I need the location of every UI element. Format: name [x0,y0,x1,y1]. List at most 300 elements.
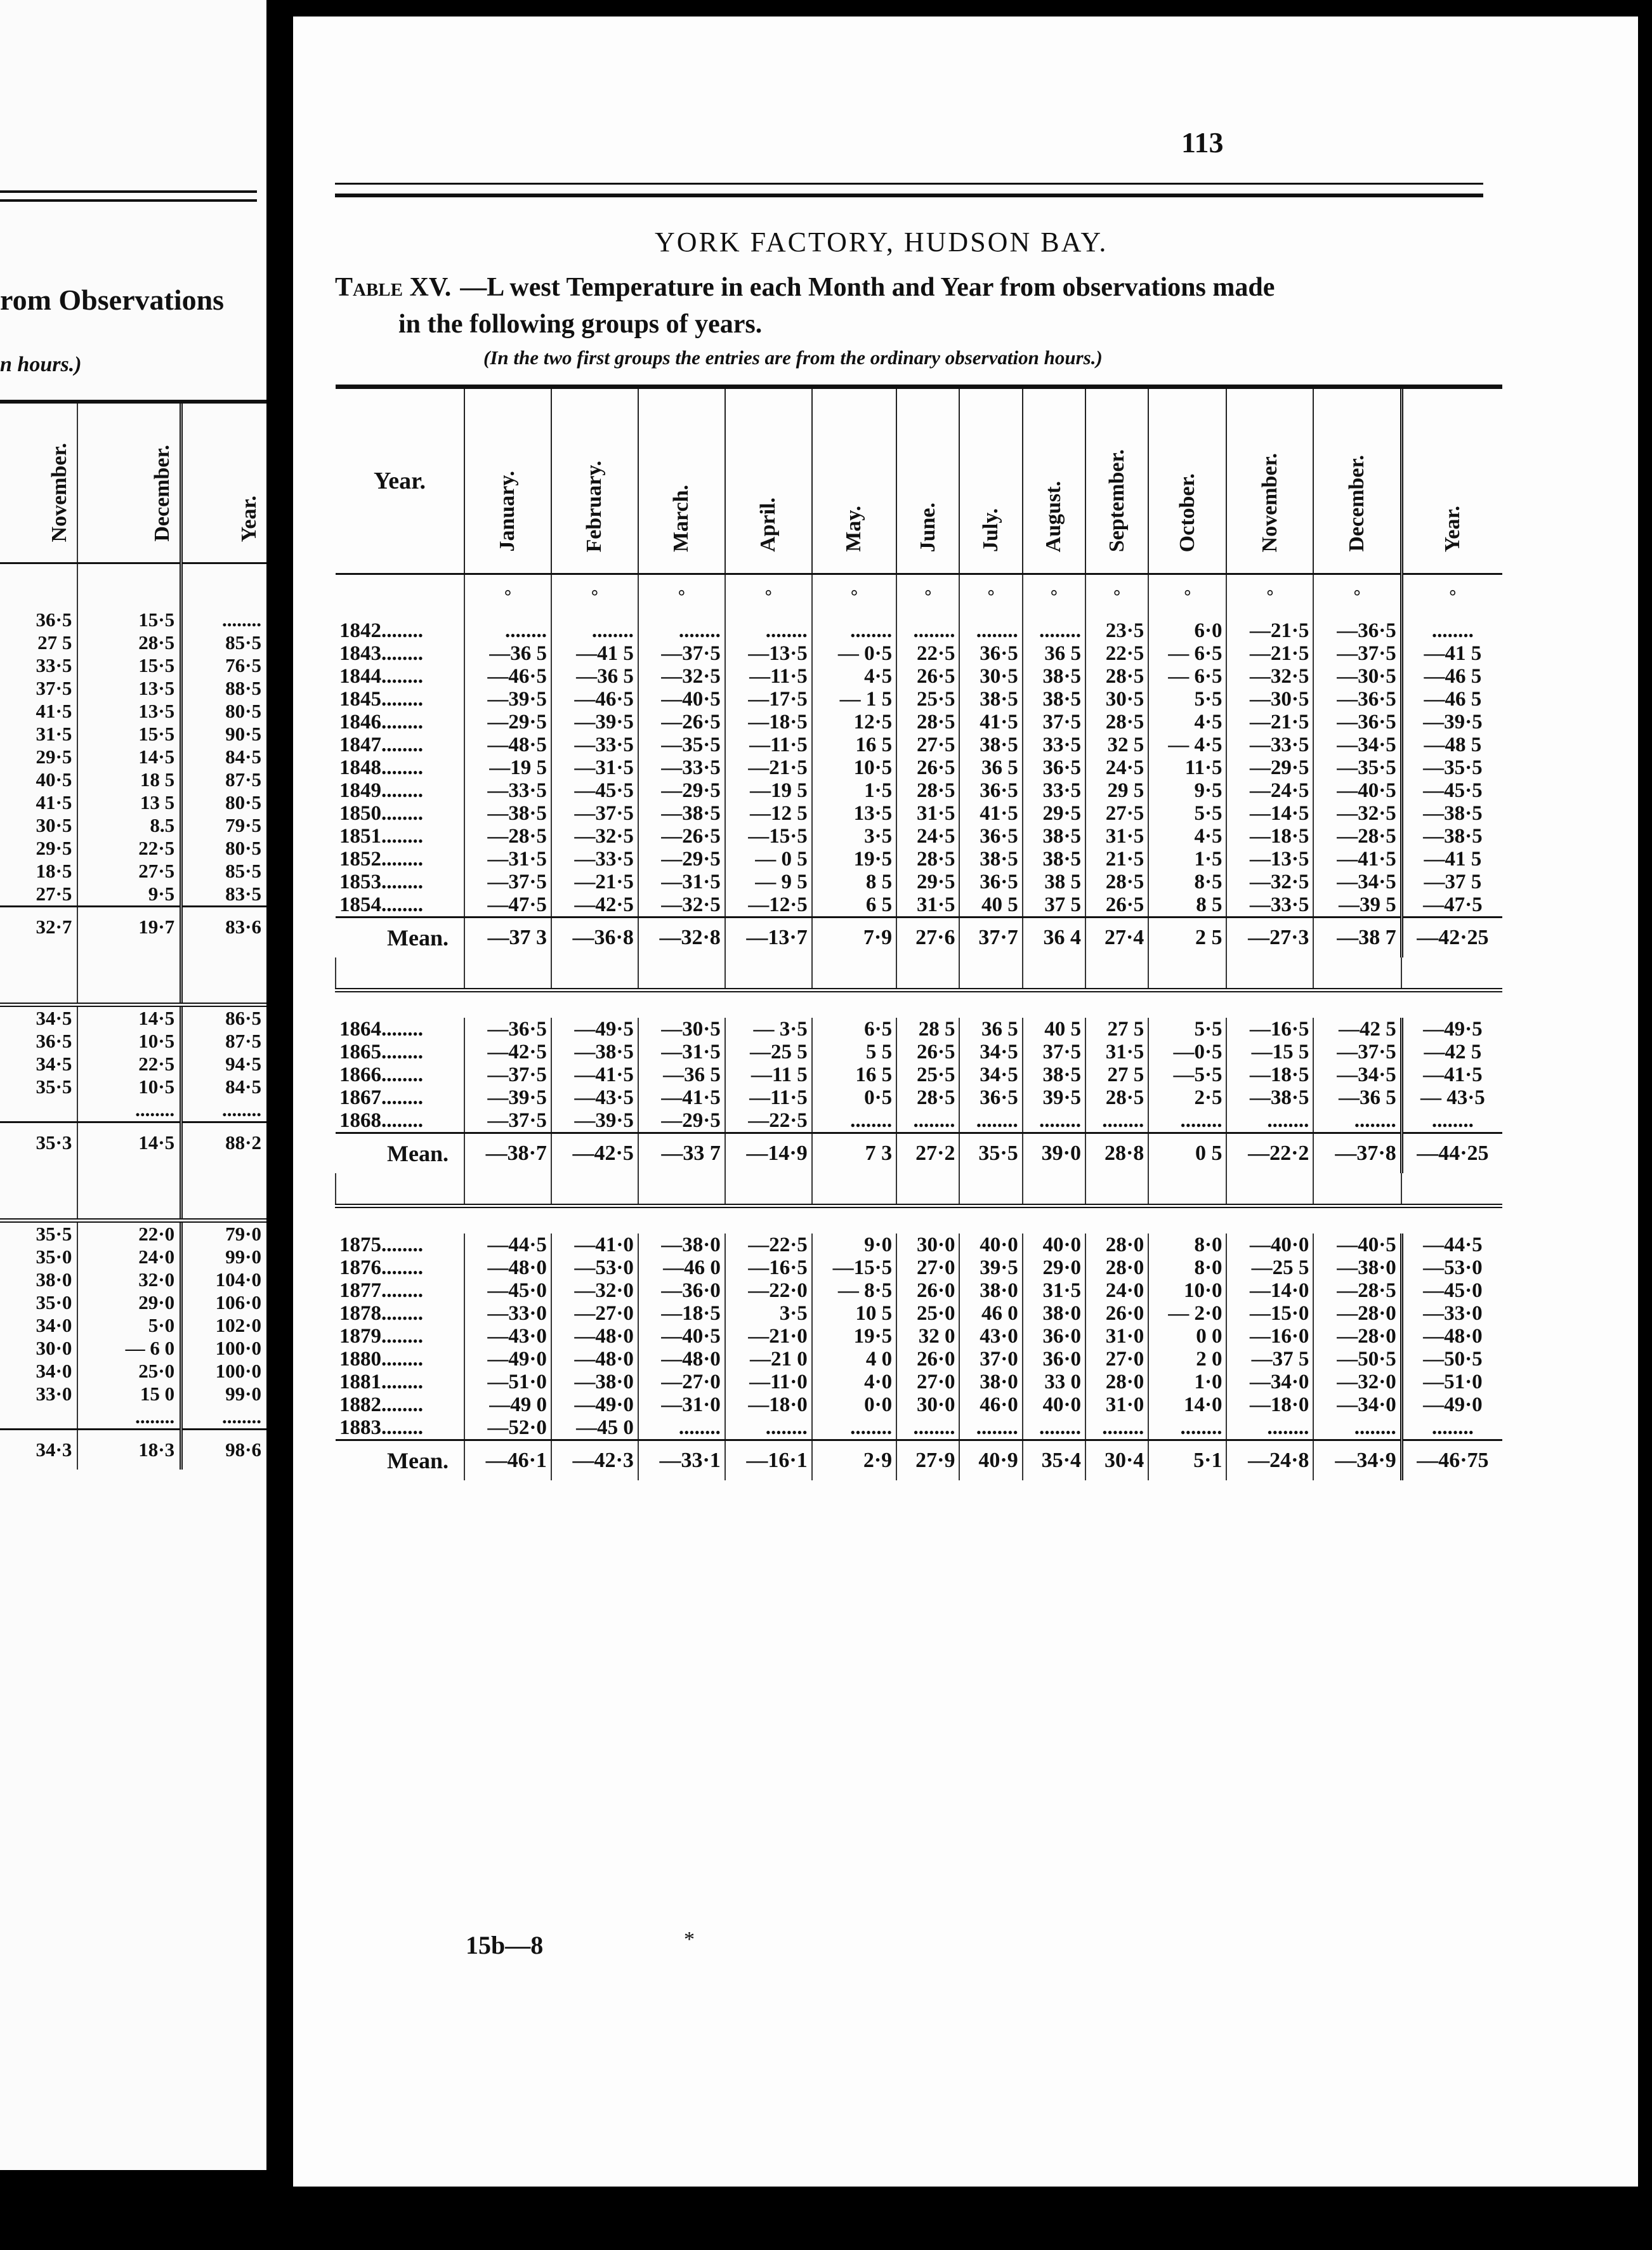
table-row [336,1109,1502,1133]
table-note: (In the two first groups the entries are from the ordinary observation hours.) [483,346,1103,369]
mean-annual: —42·25 [1401,918,1502,958]
month-value: —36·5 [1313,711,1401,734]
left-mean-cell: 19·7 [77,907,181,947]
left-table-row [0,1291,266,1314]
month-value: —21·5 [1226,711,1313,734]
left-cell: 15·5 [77,609,181,631]
header-month: May. [812,387,896,574]
month-value: 19·5 [812,1325,896,1348]
separator-cell [725,1173,812,1206]
month-value: 2 0 [1148,1348,1226,1371]
left-table-row [0,883,266,907]
month-value: —38·0 [638,1234,725,1256]
month-value: —36 5 [551,665,638,688]
month-value: —0·5 [1148,1041,1226,1063]
month-value: —48·0 [551,1348,638,1371]
left-cell: 5·0 [77,1314,181,1337]
gap-cell [464,990,551,1018]
month-value: —11·5 [725,665,812,688]
month-value: —30·5 [1226,688,1313,711]
month-value: ........ [896,1416,959,1440]
month-value: 38·5 [959,734,1022,756]
month-value: —37·5 [1313,1041,1401,1063]
left-cell: 86·5 [181,1005,266,1030]
degree-mark: ° [1023,574,1085,620]
month-value: —36·5 [464,1018,551,1041]
degree-mark: ° [1313,574,1401,620]
left-mean-cell: 18·3 [77,1430,181,1470]
row-year: 1851........ [339,825,423,848]
left-cell: 33·5 [36,654,72,676]
month-value: 5·5 [1148,688,1226,711]
month-value: —38·5 [551,1041,638,1063]
month-value: —18·5 [1226,825,1313,848]
annual-value: —42 5 [1401,1041,1502,1063]
month-value: —18·5 [1226,1063,1313,1086]
annual-value: —45·0 [1401,1279,1502,1302]
month-value: —30·5 [638,1018,725,1041]
left-cell: ........ [77,1405,181,1430]
month-value: —11 5 [725,1063,812,1086]
row-year: 1847........ [339,734,423,756]
month-value: —33·5 [551,734,638,756]
left-mean-cell: 35·3 [0,1122,77,1163]
month-value: —31·5 [551,756,638,779]
header-year: Year. [336,387,464,574]
month-value: —39·5 [464,688,551,711]
month-value: —31·5 [638,871,725,893]
month-value: 30·5 [959,665,1022,688]
month-value: 37·5 [1023,1041,1085,1063]
degree-mark: ° [464,574,551,620]
month-value: 28·5 [896,779,959,802]
left-cell: 37·5 [36,677,72,699]
month-value: 4 0 [812,1348,896,1371]
separator-cell [1023,957,1085,990]
month-value: —36·5 [1313,688,1401,711]
month-value: —42·5 [551,893,638,918]
left-cell [0,1405,77,1430]
month-value: —38·5 [1226,1086,1313,1109]
month-value: —22·5 [725,1109,812,1133]
row-year: 1852........ [339,848,423,871]
left-gap-cell [0,947,77,1005]
table-title [335,269,1496,343]
month-value: — 3·5 [725,1018,812,1041]
left-table-row [0,1076,266,1098]
month-value: 22·5 [1085,642,1148,665]
mean-value: 30·4 [1085,1440,1148,1481]
month-value: —15·0 [1226,1302,1313,1325]
annual-value: —38·5 [1401,825,1502,848]
separator-cell [1226,957,1313,990]
table-row [336,779,1502,802]
separator-cell [1401,957,1502,990]
table-row [336,1041,1502,1063]
gap-cell [1148,990,1226,1018]
gap-cell [551,990,638,1018]
left-cell: 29·0 [77,1291,181,1314]
table-row [336,1234,1502,1256]
month-value: —47·5 [464,893,551,918]
left-cell: 106·0 [181,1291,266,1314]
month-value: —31·0 [638,1393,725,1416]
annual-value: —46 5 [1401,665,1502,688]
month-value: ........ [1085,1416,1148,1440]
month-value: ........ [725,619,812,642]
left-cell: 30·0 [36,1337,72,1359]
gap-cell [551,1206,638,1234]
month-value: —37·5 [464,1063,551,1086]
month-value: —14·5 [1226,802,1313,825]
group-gap [336,990,1502,1018]
month-value: —33·5 [1226,734,1313,756]
month-value: 31·5 [896,893,959,918]
left-cell: 102·0 [181,1314,266,1337]
month-value: — 2·0 [1148,1302,1226,1325]
gap-cell [336,1206,464,1234]
separator-cell [812,957,896,990]
left-cell: 14·5 [77,1005,181,1030]
table-row [336,1018,1502,1041]
month-value: —21·5 [1226,619,1313,642]
month-value: —40·5 [1313,1234,1401,1256]
separator-cell [1085,957,1148,990]
mean-value: 7 3 [812,1133,896,1174]
month-value: 29·5 [1023,802,1085,825]
gap-cell [959,1206,1022,1234]
month-value: 36 5 [959,1018,1022,1041]
month-value: 38·5 [1023,825,1085,848]
month-value: 32 0 [896,1325,959,1348]
mean-value: —38·7 [464,1133,551,1174]
gap-cell [1313,1206,1401,1234]
left-cell: 10·5 [77,1030,181,1053]
month-value: —16·5 [725,1256,812,1279]
left-mean-cell: 34·3 [0,1430,77,1470]
month-value: —21·5 [1226,642,1313,665]
left-table-row [0,654,266,677]
left-cell: 18 5 [77,768,181,791]
table-row [336,665,1502,688]
degree-mark: ° [551,574,638,620]
month-value: 36 5 [1023,642,1085,665]
month-value: 23·5 [1085,619,1148,642]
month-value: —15·5 [812,1256,896,1279]
left-cell: 32·0 [77,1268,181,1291]
month-value: 28·5 [1085,871,1148,893]
month-value: —32·0 [1313,1371,1401,1393]
left-gap-cell [0,1162,77,1221]
month-value: 5·5 [1148,802,1226,825]
separator-cell [638,1173,725,1206]
month-value: 8·0 [1148,1256,1226,1279]
month-value: —36 5 [1313,1086,1401,1109]
table-row [336,1325,1502,1348]
mean-value: —42·3 [551,1440,638,1481]
month-value: —43·5 [551,1086,638,1109]
annual-value: —33·0 [1401,1302,1502,1325]
place-title: YORK FACTORY, HUDSON BAY. [655,227,1108,258]
month-value: 4·5 [1148,711,1226,734]
left-cell: — 6 0 [77,1337,181,1360]
left-cell: 30·5 [36,814,72,836]
left-header-november: November. [0,402,77,563]
month-value: —22·5 [725,1234,812,1256]
month-value: 32 5 [1085,734,1148,756]
table-title-line2: in the following groups of years. [398,310,763,339]
table-label: Table XV. [335,273,452,302]
month-value: 37 5 [1023,893,1085,918]
table-row [336,1063,1502,1086]
left-cell: 27·5 [36,883,72,905]
left-cell: 38·0 [36,1268,72,1291]
month-value: 40·0 [1023,1393,1085,1416]
month-value: 37·5 [1023,711,1085,734]
row-year: 1848........ [339,756,423,779]
month-value: — 1 5 [812,688,896,711]
month-value: — 0·5 [812,642,896,665]
mean-value: —37 3 [464,918,551,958]
left-cell: 10·5 [77,1076,181,1098]
left-cell [0,1098,77,1122]
page-113 [293,16,1638,2187]
month-value: —41·5 [1313,848,1401,871]
left-cell: ........ [77,1098,181,1122]
month-value: —11·5 [725,1086,812,1109]
month-value: —34·5 [1313,871,1401,893]
month-value: —38·5 [464,802,551,825]
month-value: 28·0 [1085,1256,1148,1279]
mean-value: 39·0 [1023,1133,1085,1174]
month-value: —36·0 [638,1279,725,1302]
month-value: —48·0 [638,1348,725,1371]
month-value: —18·5 [725,711,812,734]
month-value: —18·5 [638,1302,725,1325]
month-value: 36·5 [959,871,1022,893]
month-value: 36·5 [1023,756,1085,779]
month-value: —11·5 [725,734,812,756]
month-value: —37·5 [464,1109,551,1133]
left-table-row [0,700,266,723]
month-value: —18·0 [725,1393,812,1416]
month-value: 39·5 [959,1256,1022,1279]
month-value: 6·5 [812,1018,896,1041]
group-separator [336,1173,1502,1206]
gap-cell [1226,1206,1313,1234]
month-value: —45 0 [551,1416,638,1440]
table-row [336,642,1502,665]
month-value: 5 5 [812,1041,896,1063]
month-value: — 4·5 [1148,734,1226,756]
month-value: —19 5 [725,779,812,802]
left-cell: ........ [181,1098,266,1122]
month-value: 6 5 [812,893,896,918]
month-value: 30·0 [896,1393,959,1416]
month-value: —21·5 [725,756,812,779]
month-value: ........ [1023,619,1085,642]
mean-value: —37·8 [1313,1133,1401,1174]
degree-mark: ° [812,574,896,620]
header-annual: Year. [1401,387,1502,574]
row-year: 1882........ [339,1393,423,1416]
mean-value: 7·9 [812,918,896,958]
month-value: —45·0 [464,1279,551,1302]
left-table-row [0,1405,266,1430]
mean-value: —24·8 [1226,1440,1313,1481]
gap-cell [1023,990,1085,1018]
month-value: —28·0 [1313,1302,1401,1325]
month-value: ........ [1148,1416,1226,1440]
month-value: —19 5 [464,756,551,779]
month-value: —13·5 [725,642,812,665]
month-value: —39·5 [464,1086,551,1109]
left-table-row [0,677,266,700]
left-cell: 80·5 [181,700,266,723]
month-value: —29·5 [464,711,551,734]
month-value: 27 5 [1085,1018,1148,1041]
month-value: —12·5 [725,893,812,918]
left-cell: 100·0 [181,1360,266,1383]
month-value: —21 0 [725,1348,812,1371]
group-gap [336,1206,1502,1234]
month-value: 9·5 [1148,779,1226,802]
month-value: 36·5 [959,642,1022,665]
left-cell: 104·0 [181,1268,266,1291]
degree-mark: ° [1085,574,1148,620]
row-year: 1844........ [339,665,423,688]
month-value: —24·5 [1226,779,1313,802]
annual-value: —37 5 [1401,871,1502,893]
gap-cell [725,1206,812,1234]
month-value: —27·0 [638,1371,725,1393]
degree-mark: ° [959,574,1022,620]
left-cell: 13·5 [77,677,181,700]
month-value: 25·5 [896,1063,959,1086]
left-spacer [181,563,266,609]
month-value: —36·5 [1313,619,1401,642]
month-value: 8·0 [1148,1234,1226,1256]
row-year: 1879........ [339,1325,423,1348]
left-cell: ........ [181,609,266,631]
month-value: 36·5 [959,825,1022,848]
month-value: ........ [1085,1109,1148,1133]
month-value: 24·5 [896,825,959,848]
separator-cell [336,957,464,990]
month-value: —32·5 [638,893,725,918]
left-cell: 14·5 [77,746,181,768]
row-year: 1881........ [339,1371,423,1393]
month-value: 28·5 [896,711,959,734]
month-value: —15 5 [1226,1041,1313,1063]
group-separator [336,957,1502,990]
left-cell: 99·0 [181,1383,266,1405]
month-value: 25·0 [896,1302,959,1325]
left-mean-row [0,1430,266,1470]
left-cell: 36·5 [36,1030,72,1052]
month-value: 26·0 [1085,1302,1148,1325]
gap-cell [959,990,1022,1018]
table-row [336,619,1502,642]
left-cell: 27·5 [77,860,181,883]
month-value: 43·0 [959,1325,1022,1348]
month-value: ........ [1226,1109,1313,1133]
left-cell: 24·0 [77,1246,181,1268]
mean-value: 37·7 [959,918,1022,958]
mean-value: —46·1 [464,1440,551,1481]
month-value: 11·5 [1148,756,1226,779]
annual-value: —39·5 [1401,711,1502,734]
month-value: —25 5 [725,1041,812,1063]
annual-value: —47·5 [1401,893,1502,918]
gap-cell [638,1206,725,1234]
month-value: 27 5 [1085,1063,1148,1086]
row-year: 1880........ [339,1348,423,1371]
month-value: —33·5 [464,779,551,802]
annual-value: —48·0 [1401,1325,1502,1348]
table-row [336,711,1502,734]
month-value: ........ [896,1109,959,1133]
month-value: —30·5 [1313,665,1401,688]
left-cell: 36·5 [36,609,72,631]
month-value: 33 0 [1023,1371,1085,1393]
mean-value: —14·9 [725,1133,812,1174]
month-value: 28·5 [1085,711,1148,734]
mean-row [336,1133,1502,1174]
row-year: 1875........ [339,1234,423,1256]
month-value: 46 0 [959,1302,1022,1325]
left-group-gap [0,1162,266,1221]
month-value: 27·0 [896,1256,959,1279]
month-value: —49 0 [464,1393,551,1416]
month-value: 29 5 [1085,779,1148,802]
left-cell: 28·5 [77,631,181,654]
month-value: 0 0 [1148,1325,1226,1348]
left-mean-cell: 98·6 [181,1430,266,1470]
separator-cell [959,1173,1022,1206]
month-value: 28·5 [896,848,959,871]
month-value: —42 5 [1313,1018,1401,1041]
month-value: —46·5 [464,665,551,688]
row-year: 1843........ [339,642,423,665]
gap-cell [336,990,464,1018]
annual-value: —46 5 [1401,688,1502,711]
row-year: 1876........ [339,1256,423,1279]
header-month: March. [638,387,725,574]
mean-value: 36 4 [1023,918,1085,958]
month-value: ........ [1148,1109,1226,1133]
separator-cell [464,1173,551,1206]
month-value: —33·0 [464,1302,551,1325]
month-value: —48·0 [551,1325,638,1348]
left-cell: ........ [181,1405,266,1430]
left-mean-cell: 32·7 [0,907,77,947]
month-value: 33·5 [1023,779,1085,802]
month-value: —16·5 [1226,1018,1313,1041]
mean-value: 5·1 [1148,1440,1226,1481]
row-year: 1864........ [339,1018,423,1041]
month-value: —28·0 [1313,1325,1401,1348]
row-year: 1850........ [339,802,423,825]
month-value: —29·5 [638,1109,725,1133]
month-value: 8·5 [1148,871,1226,893]
month-value: —31·5 [464,848,551,871]
mean-label: Mean. [336,1440,464,1481]
month-value: —41·5 [551,1063,638,1086]
mean-label: Mean. [336,918,464,958]
left-table-row [0,1098,266,1122]
mean-value: —33·1 [638,1440,725,1481]
